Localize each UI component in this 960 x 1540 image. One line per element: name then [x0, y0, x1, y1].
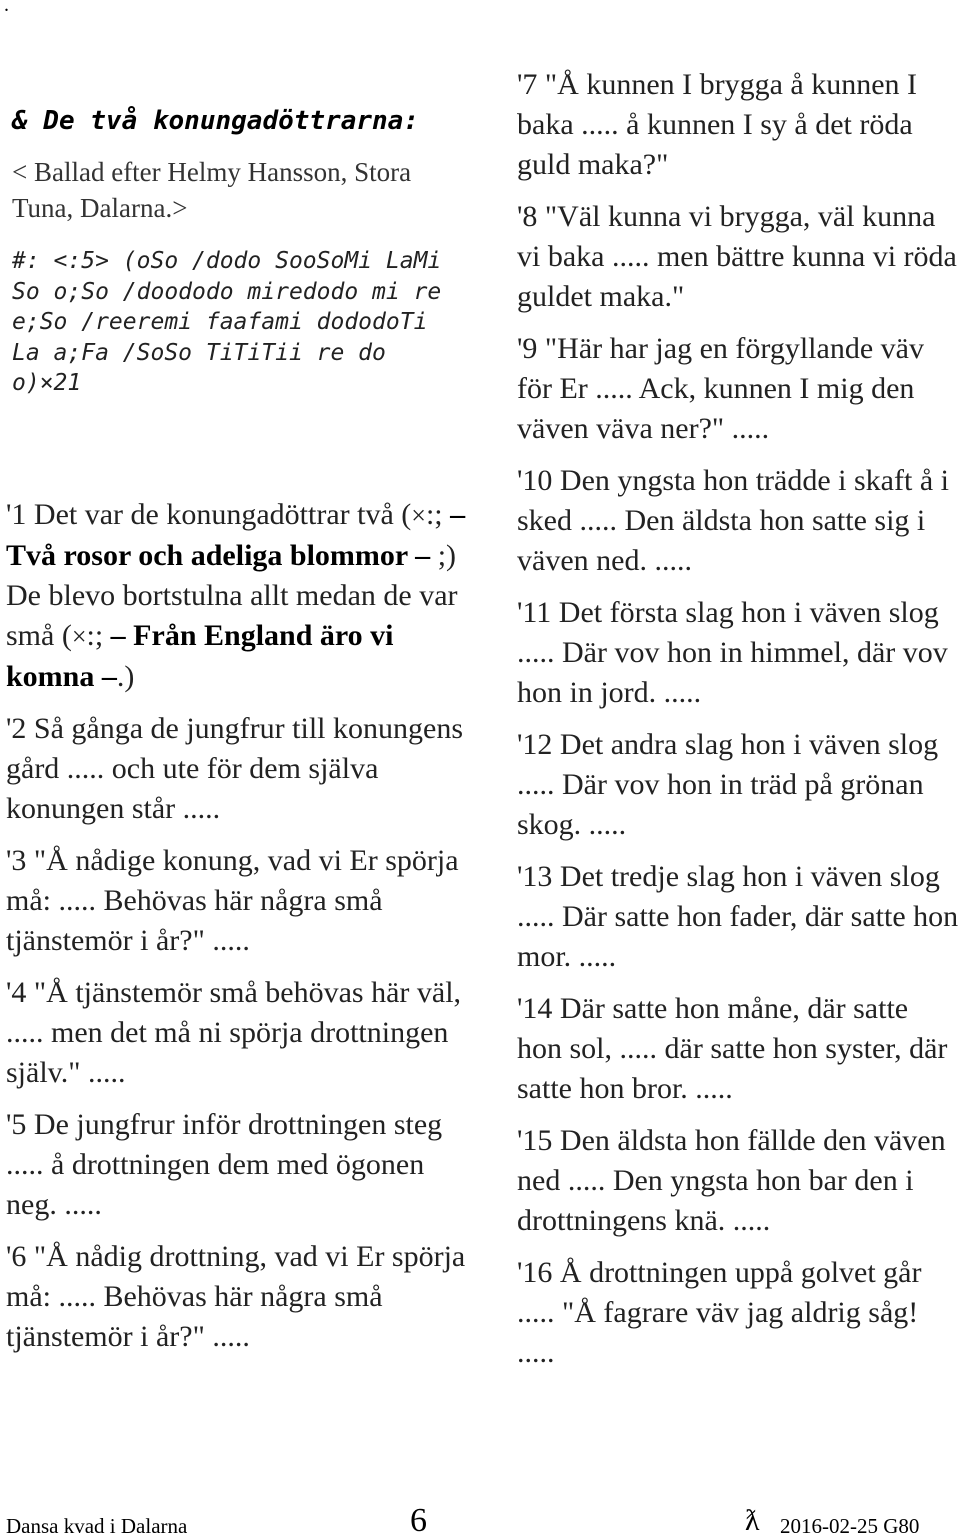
verse-1-refrain-2: – Från England äro vi komna –: [6, 619, 394, 693]
verse-12: '12 Det andra slag hon i väven slog ..... Där vov hon in träd på grönan skog. .....: [517, 728, 939, 841]
verse-2: '2 Så gånga de jungfrur till konungens gård ..... och ute för dem själva konungen står .....: [6, 712, 463, 825]
melody-notation: #: <:5> (oSo /dodo SooSoMi LaMi So o;So /doododo miredodo mi re e;So /reeremi faafami dododoTi La a;Fa /SoSo TiTiTii re do o)×21: [12, 248, 442, 396]
verse-3: '3 "Å nådige konung, vad vi Er spörja må: ..... Behövas här några små tjänstemör i år?" .....: [6, 844, 459, 957]
verse-1-refrain-1: – Två rosor och adeliga blommor –: [6, 498, 466, 572]
verse-10: '10 Den yngsta hon trädde i skaft å i sked ..... Den äldsta hon satte sig i väven ned. .....: [517, 464, 949, 577]
lambda-logo-icon: ƛ: [745, 1504, 760, 1537]
verse-8: '8 "Väl kunna vi brygga, väl kunna vi baka ..... men bättre kunna vi röda guldet maka.": [517, 200, 957, 313]
verse-7: '7 "Å kunnen I brygga å kunnen I baka ..... å kunnen I sy å det röda guld maka?": [517, 68, 918, 181]
verse-13: '13 Det tredje slag hon i väven slog ..... Där satte hon fader, där satte hon mor. .....: [517, 860, 959, 973]
footer-book-title: Dansa kvad i Dalarna: [6, 1514, 188, 1538]
verse-15: '15 Den äldsta hon fällde den väven ned ..... Den yngsta hon bar den i drottningens knä. .....: [517, 1124, 946, 1237]
verse-1-text-e: :;: [86, 619, 111, 652]
verses-right: [517, 65, 960, 1385]
verse-1-text-d: ;) De blevo bortstulna allt medan de var små (: [6, 539, 458, 652]
footer-date-code: 2016-02-25 G80: [780, 1514, 920, 1538]
verse-1-text-a: '1 Det var de konungadöttrar två (: [6, 498, 412, 531]
verse-11: '11 Det första slag hon i väven slog ..... Där vov hon in himmel, där vov hon in jord. .....: [517, 596, 948, 709]
verse-1-text-g: .): [116, 660, 135, 693]
verse-4: '4 "Å tjänstemör små behövas här väl, ..... men det må ni spörja drottningen själv." .....: [6, 976, 462, 1089]
song-title: & De två konungadöttrarna:: [12, 106, 419, 136]
verse-1-text-b: :;: [425, 498, 451, 531]
verse-9: '9 "Här har jag en förgyllande väv för Er ..... Ack, kunnen I mig den väven väva ner?" .....: [517, 332, 924, 445]
verse-1: [6, 495, 468, 697]
verse-6: '6 "Å nådig drottning, vad vi Er spörja må: ..... Behövas här några små tjänstemör i år?" .....: [6, 1240, 466, 1353]
page-footer: [0, 1500, 960, 1539]
header-mark: .: [4, 0, 9, 16]
verses-left: [6, 495, 468, 1369]
times-icon: ×: [71, 622, 87, 651]
times-icon: ×: [411, 501, 426, 530]
verse-16: '16 Å drottningen uppå golvet går ..... "Å fagrare väv jag aldrig såg! .....: [517, 1256, 922, 1369]
verse-5: '5 De jungfrur inför drottningen steg ..... å drottningen dem med ögonen neg. .....: [6, 1108, 443, 1221]
song-source: < Ballad efter Helmy Hansson, Stora Tuna, Dalarna.>: [12, 157, 412, 223]
page-number: 6: [410, 1502, 427, 1539]
verse-14: '14 Där satte hon måne, där satte hon sol, ..... där satte hon syster, där satte hon bror. .....: [517, 992, 948, 1105]
